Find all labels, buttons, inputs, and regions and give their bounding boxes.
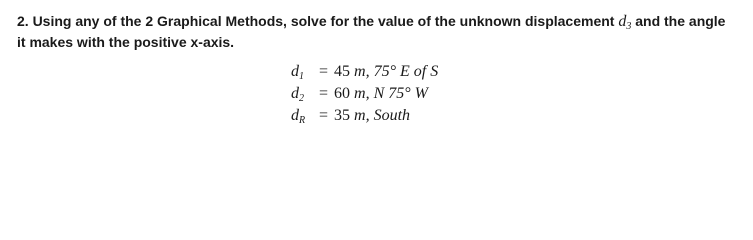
problem-text-start: 2. Using any of the 2 Graphical Methods, solve for the value of the unknown displacement — [17, 13, 619, 29]
equals-sign: = — [319, 63, 329, 80]
equals-sign: = — [319, 85, 329, 102]
equation-d2 — [291, 83, 438, 105]
unknown-variable: $d_3$ — [618, 13, 632, 32]
equation-dR — [291, 105, 438, 127]
problem-statement — [17, 11, 747, 53]
equation-value: 35 m, South — [334, 107, 411, 124]
equation-variable: $d_2$ — [291, 85, 304, 104]
problem-text-line2: it makes with the positive x-axis. — [17, 34, 235, 50]
equation-variable: $d_R$ — [291, 107, 306, 126]
equation-value: 45 m, 75° E of S — [334, 63, 439, 80]
equals-sign: = — [319, 107, 329, 124]
given-displacements — [291, 61, 438, 127]
problem-text-end: and the angle — [631, 13, 726, 29]
equation-variable: $d_1$ — [291, 63, 304, 82]
equation-d1 — [291, 61, 438, 83]
equation-value: 60 m, N 75° W — [334, 85, 428, 102]
